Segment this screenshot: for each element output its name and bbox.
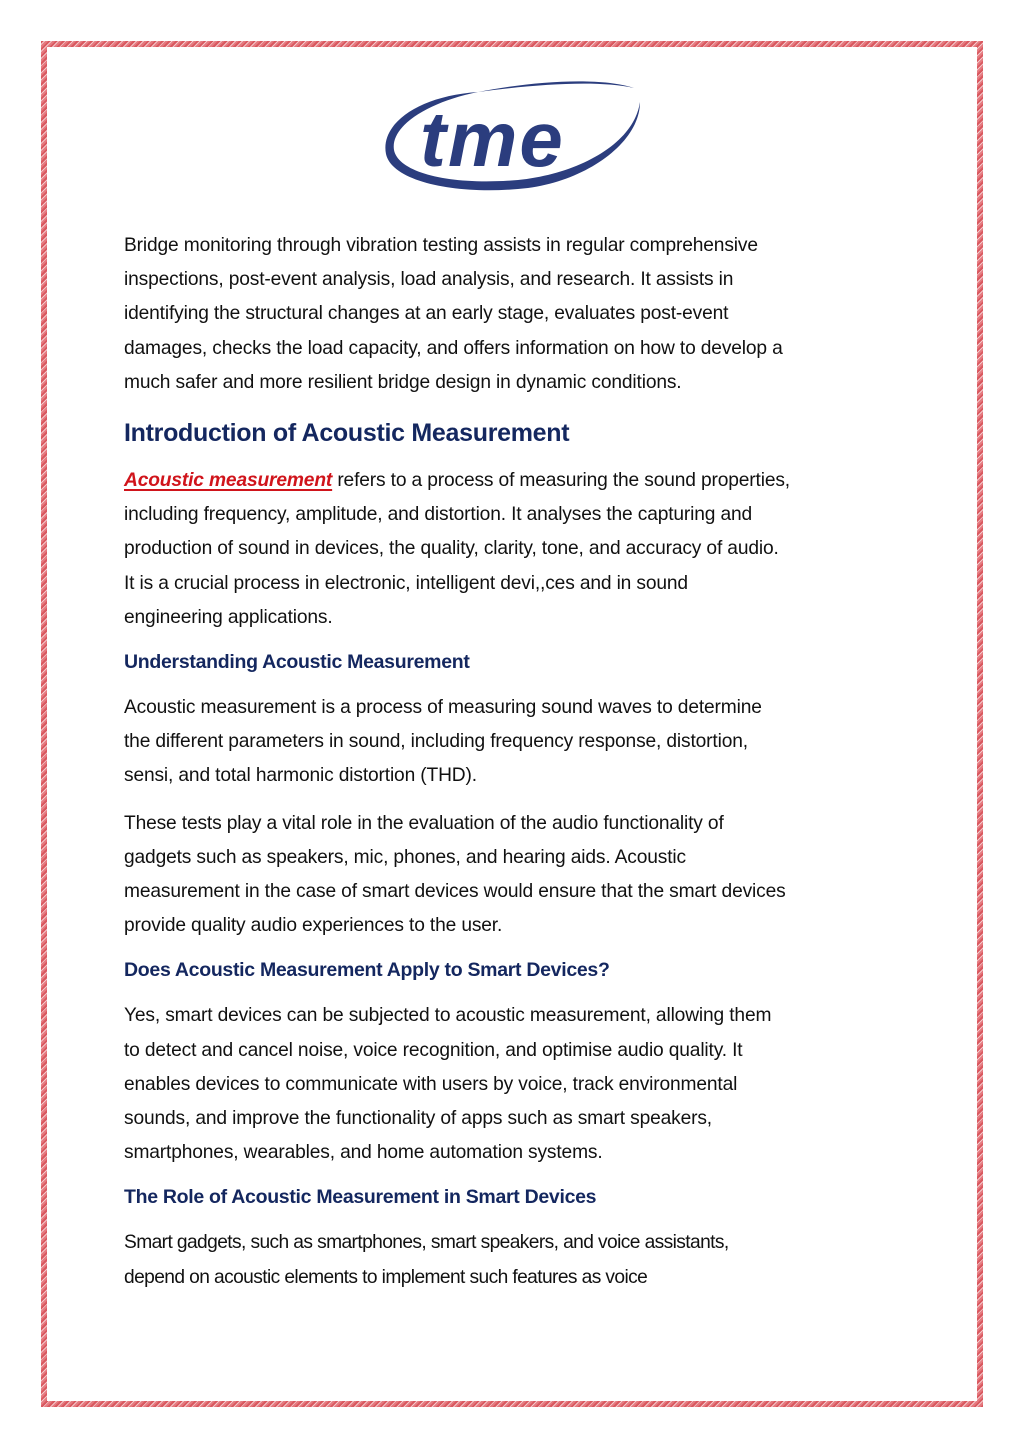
text-line: inspections, post-event analysis, load analysis, and research. It assists in [124,269,734,291]
role-paragraph [124,1226,904,1294]
text-line: Bridge monitoring through vibration testing assists in regular comprehensive [124,235,758,256]
text-line: sensi, and total harmonic distortion (THD). [124,765,477,787]
acoustic-measurement-link[interactable]: Acoustic measurement [124,470,333,492]
text-line: the different parameters in sound, including frequency response, distortion, [124,731,748,753]
text-line: Smart gadgets, such as smartphones, smart speakers, and voice assistants, [124,1232,729,1254]
smart-devices-paragraph [124,999,904,1170]
section-heading-introduction: Introduction of Acoustic Measurement [124,419,570,448]
text-line: refers to a process of measuring the sound properties, [332,470,790,492]
text-line: sounds, and improve the functionality of apps such as smart speakers, [124,1108,712,1130]
section-heading-role: The Role of Acoustic Measurement in Smart Devices [124,1186,597,1209]
text-line: gadgets such as speakers, mic, phones, and hearing aids. Acoustic [124,846,686,868]
text-line: These tests play a vital role in the evaluation of the audio functionality of [124,812,724,834]
text-line: much safer and more resilient bridge design in dynamic conditions. [124,371,682,393]
svg-text:tme: tme [420,95,565,183]
text-line: It is a crucial process in electronic, intelligent devi,,ces and in sound [124,572,688,594]
text-line: depend on acoustic elements to implement such features as voice [124,1266,648,1288]
tme-logo-icon [378,74,644,198]
text-line: including frequency, amplitude, and distortion. It analyses the capturing and [124,504,753,526]
understanding-paragraph-2 [124,807,904,944]
introduction-paragraph [124,464,904,635]
document-body [124,232,904,1295]
intro-paragraph [124,229,904,400]
section-heading-smart-devices: Does Acoustic Measurement Apply to Smart Devices? [124,959,610,982]
text-line: enables devices to communicate with users by voice, track environmental [124,1073,738,1095]
text-line: Yes, smart devices can be subjected to acoustic measurement, allowing them [124,1005,772,1027]
understanding-paragraph-1 [124,691,904,794]
text-line: identifying the structural changes at an early stage, evaluates post-event [124,303,729,325]
text-line: engineering applications. [124,606,333,628]
text-line: production of sound in devices, the quality, clarity, tone, and accuracy of audio. [124,538,779,560]
section-heading-understanding: Understanding Acoustic Measurement [124,651,470,674]
text-line: to detect and cancel noise, voice recognition, and optimise audio quality. It [124,1039,743,1061]
text-line: Acoustic measurement is a process of measuring sound waves to determine [124,697,762,719]
text-line: smartphones, wearables, and home automation systems. [124,1142,603,1164]
text-line: measurement in the case of smart devices would ensure that the smart devices [124,881,786,903]
text-line: damages, checks the load capacity, and offers information on how to develop a [124,337,783,359]
text-line: provide quality audio experiences to the user. [124,915,503,937]
